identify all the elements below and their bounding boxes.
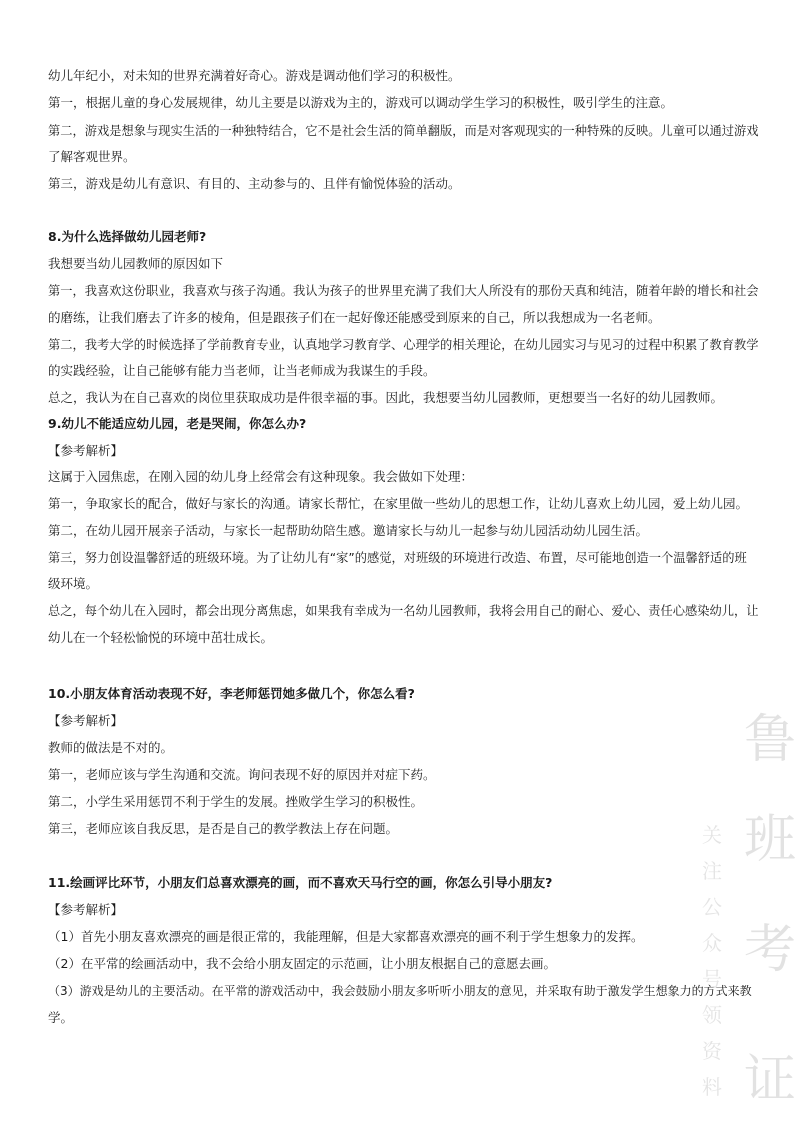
paragraph-line: （1）首先小朋友喜欢漂亮的画是很正常的，我能理解，但是大家都喜欢漂亮的画不利于学生想象力的发挥。	[48, 929, 644, 944]
watermark-char: 众	[702, 931, 722, 955]
paragraph-line: 第三，老师应该自我反思，是否是自己的教学教法上存在问题。	[48, 821, 399, 836]
paragraph-line: 幼儿在一个轻松愉悦的环境中茁壮成长。	[48, 630, 274, 645]
reference-answer-label: 【参考解析】	[48, 443, 124, 458]
paragraph-line: 第二，小学生采用惩罚不利于学生的发展。挫败学生学习的积极性。	[48, 794, 424, 809]
watermark-char: 鲁	[743, 710, 796, 770]
paragraph-line: 第二，我考大学的时候选择了学前教育专业，认真地学习教育学、心理学的相关理论，在幼儿园实习与见习的过程中积累了教育教学	[48, 338, 759, 352]
watermark-char: 证	[743, 1050, 796, 1110]
paragraph-line: 第一，争取家长的配合，做好与家长的沟通。请家长帮忙，在家里做一些幼儿的思想工作，让幼儿喜欢上幼儿园，爱上幼儿园。	[48, 496, 749, 511]
watermark-char: 公	[702, 895, 722, 919]
paragraph-line: 了解客观世界。	[48, 149, 136, 164]
paragraph-line: 这属于入园焦虑，在刚入园的幼儿身上经常会有这种现象。我会做如下处理：	[48, 469, 474, 484]
question-heading-9: 9.幼儿不能适应幼儿园，老是哭闹，你怎么办?	[48, 416, 307, 431]
paragraph-line: 第三，游戏是幼儿有意识、有目的、主动参与的、且伴有愉悦体验的活动。	[48, 176, 461, 191]
paragraph-line: 的实践经验，让自己能够有能力当老师，让当老师成为我谋生的手段。	[48, 363, 436, 378]
paragraph-line: （2）在平常的绘画活动中，我不会给小朋友固定的示范画，让小朋友根据自己的意愿去画。	[48, 956, 556, 971]
watermark-char: 注	[702, 859, 722, 883]
paragraph-line: 学。	[48, 1010, 74, 1025]
reference-answer-label: 【参考解析】	[48, 713, 124, 728]
watermark-char: 关	[702, 823, 722, 847]
paragraph-line: 的磨练，让我们磨去了许多的棱角，但是跟孩子们在一起好像还能感受到原来的自己，所以我想成为一名老师。	[48, 310, 661, 325]
watermark-char: 考	[743, 920, 796, 980]
paragraph-line: 总之，每个幼儿在入园时，都会出现分离焦虑，如果我有幸成为一名幼儿园教师，我将会用自己的耐心、爱心、责任心感染幼儿，让	[48, 604, 759, 618]
watermark-char: 班	[743, 810, 796, 870]
paragraph-line: 第二，在幼儿园开展亲子活动，与家长一起帮助幼陪生感。邀请家长与幼儿一起参与幼儿园活动幼儿园生活。	[48, 523, 649, 538]
reference-answer-label: 【参考解析】	[48, 902, 124, 917]
question-heading-10: 10.小朋友体育活动表现不好，李老师惩罚她多做几个，你怎么看?	[48, 686, 415, 701]
watermark-char: 号	[702, 967, 722, 991]
question-heading-11: 11.绘画评比环节，小朋友们总喜欢漂亮的画，而不喜欢天马行空的画，你怎么引导小朋友?	[48, 875, 553, 890]
paragraph-line: 第一，我喜欢这份职业，我喜欢与孩子沟通。我认为孩子的世界里充满了我们大人所没有的那份天真和纯洁，随着年龄的增长和社会	[48, 284, 759, 298]
paragraph-line: 幼儿年纪小，对未知的世界充满着好奇心。游戏是调动他们学习的积极性。	[48, 68, 461, 83]
paragraph-line: 我想要当幼儿园教师的原因如下	[48, 256, 224, 271]
paragraph-line: 级环境。	[48, 576, 99, 591]
paragraph-line: 教师的做法是不对的。	[48, 740, 174, 755]
watermark-char: 料	[702, 1075, 722, 1099]
paragraph-line: 第二，游戏是想象与现实生活的一种独特结合，它不是社会生活的简单翻版，而是对客观现实的一种特殊的反映。儿童可以通过游戏	[48, 124, 759, 138]
paragraph-line: 第一，根据儿童的身心发展规律，幼儿主要是以游戏为主的，游戏可以调动学生学习的积极性，吸引学生的注意。	[48, 95, 674, 110]
paragraph-line: 第一，老师应该与学生沟通和交流。询问表现不好的原因并对症下药。	[48, 767, 436, 782]
paragraph-line: （3）游戏是幼儿的主要活动。在平常的游戏活动中，我会鼓励小朋友多听听小朋友的意见，并采取有助于激发学生想象力的方式来教	[48, 984, 752, 998]
question-heading-8: 8.为什么选择做幼儿园老师?	[48, 229, 207, 244]
watermark-char: 资	[702, 1039, 722, 1063]
watermark-char: 领	[702, 1003, 722, 1027]
paragraph-line: 第三，努力创设温馨舒适的班级环境。为了让幼儿有“家”的感觉，对班级的环境进行改造、布置，尽可能地创造一个温馨舒适的班	[48, 551, 747, 565]
paragraph-line: 总之，我认为在自己喜欢的岗位里获取成功是件很幸福的事。因此，我想要当幼儿园教师，更想要当一名好的幼儿园教师。	[48, 390, 724, 405]
